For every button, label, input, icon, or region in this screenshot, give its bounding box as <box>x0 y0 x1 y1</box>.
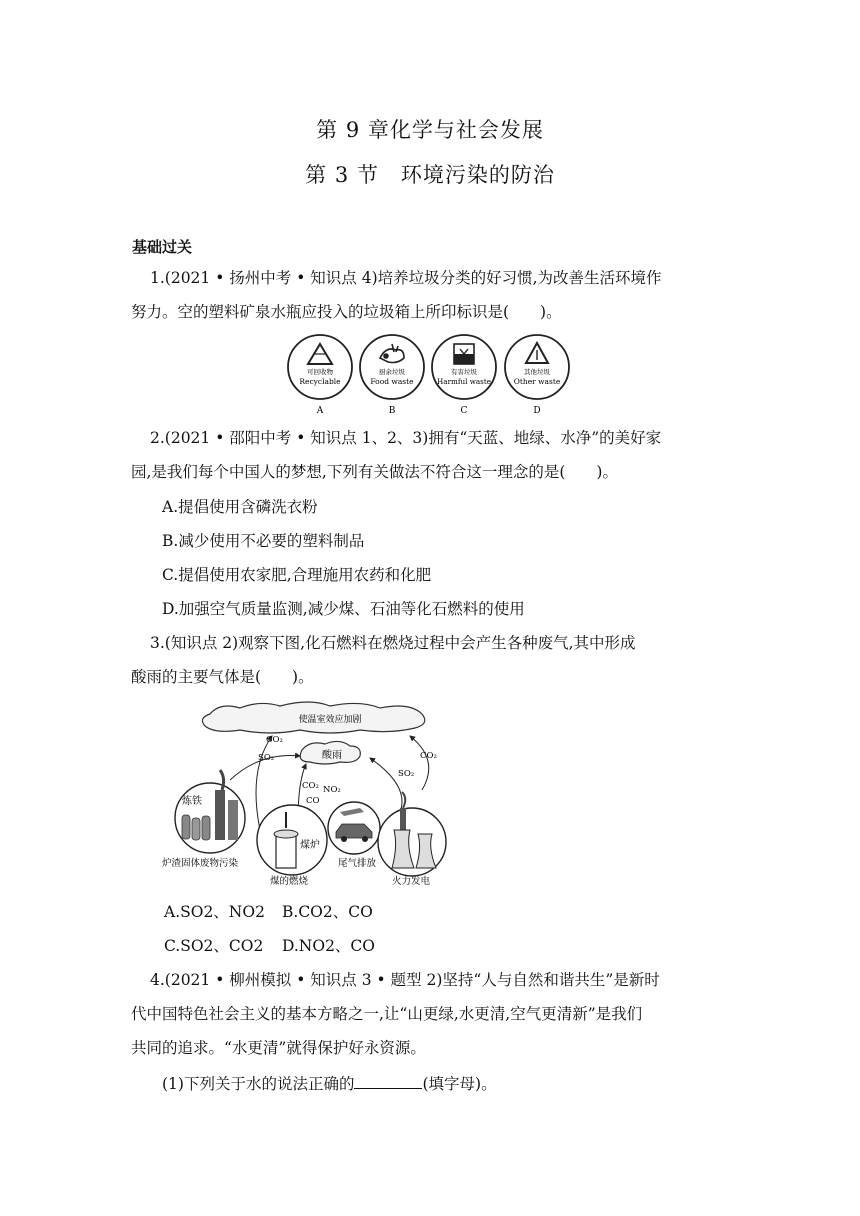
bin-a-cn: 可回收物 <box>307 368 333 376</box>
q3-option-b: B.CO2、CO <box>282 903 373 921</box>
harmful-waste-icon <box>454 344 474 364</box>
circle-iron-label: 炼铁 <box>182 796 202 807</box>
bin-d-en: Other waste <box>513 377 561 386</box>
q3-option-d: D.NO2、CO <box>282 937 376 955</box>
q4-sub1-suffix: (填字母)。 <box>422 1075 497 1093</box>
gas-co2-left: CO₂ <box>266 735 283 745</box>
q3-stem-line2: 酸雨的主要气体是( )。 <box>131 668 314 686</box>
gas-co: CO <box>306 796 320 806</box>
q2-option-a: A.提倡使用含磷洗衣粉 <box>162 498 318 516</box>
bin-c-cn: 有害垃圾 <box>451 368 477 376</box>
q1-stem-line1: 1.(2021 • 扬州中考 • 知识点 4)培养垃圾分类的好习惯,为改善生活环境作 <box>150 269 662 287</box>
label-slag: 炉渣固体废物污染 <box>162 858 239 869</box>
bin-c-en: Harmful waste <box>437 377 491 386</box>
bin-c <box>432 335 496 416</box>
gas-so2-left: SO₂ <box>258 753 275 763</box>
q4-stem-line2: 代中国特色社会主义的基本方略之一,让“山更绿,水更清,空气更清新”是我们 <box>131 1005 643 1023</box>
label-exhaust: 尾气排放 <box>338 858 377 869</box>
bin-c-letter: C <box>460 406 468 416</box>
bin-a-letter: A <box>316 406 324 416</box>
q3-stem-line1: 3.(知识点 2)观察下图,化石燃料在燃烧过程中会产生各种废气,其中形成 <box>150 634 636 652</box>
bin-a-en: Recyclable <box>299 377 341 386</box>
q4-sub1-text: (1)下列关于水的说法正确的 <box>162 1075 355 1093</box>
bin-d-letter: D <box>533 406 541 416</box>
q4-stem-line1: 4.(2021 • 柳州模拟 • 知识点 3 • 题型 2)坚持“人与自然和谐共生”是新时 <box>150 971 660 989</box>
q3-option-c: C.SO2、CO2 <box>164 937 264 955</box>
gas-no2: NO₂ <box>323 785 341 795</box>
q2-stem-line1: 2.(2021 • 邵阳中考 • 知识点 1、2、3)拥有“天蓝、地绿、水净”的美好家 <box>150 429 662 447</box>
q2-option-d: D.加强空气质量监测,减少煤、石油等化石燃料的使用 <box>162 600 525 618</box>
q2-option-b: B.减少使用不必要的塑料制品 <box>162 532 365 550</box>
q4-stem-line3: 共同的追求。“水更清”就得保护好永资源。 <box>131 1039 426 1057</box>
q2-option-c: C.提倡使用农家肥,合理施用农药和化肥 <box>162 566 432 584</box>
iron-smelting-scene <box>175 770 245 853</box>
bin-b-en: Food waste <box>370 377 414 386</box>
power-plant-scene <box>378 792 446 876</box>
cloud-mid-label: 酸雨 <box>322 750 342 761</box>
gas-co2-right: CO₂ <box>420 751 437 761</box>
acid-rain-figure <box>160 700 450 890</box>
q1-stem-line2: 努力。空的塑料矿泉水瓶应投入的垃圾箱上所印标识是( )。 <box>131 303 562 321</box>
label-coal: 煤的燃烧 <box>270 876 309 887</box>
food-waste-icon <box>380 344 404 363</box>
coal-stove-scene <box>257 805 327 875</box>
q4-sub1 <box>162 1073 497 1094</box>
bin-b <box>360 335 424 416</box>
bin-d <box>505 335 569 416</box>
recycle-icon <box>308 344 332 364</box>
q3-option-a: A.SO2、NO2 <box>164 903 265 921</box>
waste-bin-signs <box>286 334 576 418</box>
q2-stem-line2: 园,是我们每个中国人的梦想,下列有关做法不符合这一理念的是( )。 <box>131 463 618 481</box>
label-power: 火力发电 <box>392 876 431 887</box>
chapter-title: 第 9 章化学与社会发展 <box>316 118 544 142</box>
bin-d-cn: 其他垃圾 <box>524 368 550 376</box>
gas-co2-mid: CO₂ <box>302 781 319 791</box>
bin-b-cn: 厨余垃圾 <box>379 368 405 376</box>
cloud-top-label: 使温室效应加剧 <box>298 715 362 725</box>
bin-b-letter: B <box>388 406 396 416</box>
section-heading: 基础过关 <box>132 238 193 256</box>
answer-blank[interactable] <box>354 1073 422 1089</box>
other-waste-icon <box>526 343 548 363</box>
circle-stove-label: 煤炉 <box>300 840 320 851</box>
car-exhaust-scene <box>328 802 380 854</box>
section-title: 第 3 节 环境污染的防治 <box>305 163 555 187</box>
bin-a <box>288 335 352 416</box>
gas-so2-right: SO₂ <box>398 769 415 779</box>
